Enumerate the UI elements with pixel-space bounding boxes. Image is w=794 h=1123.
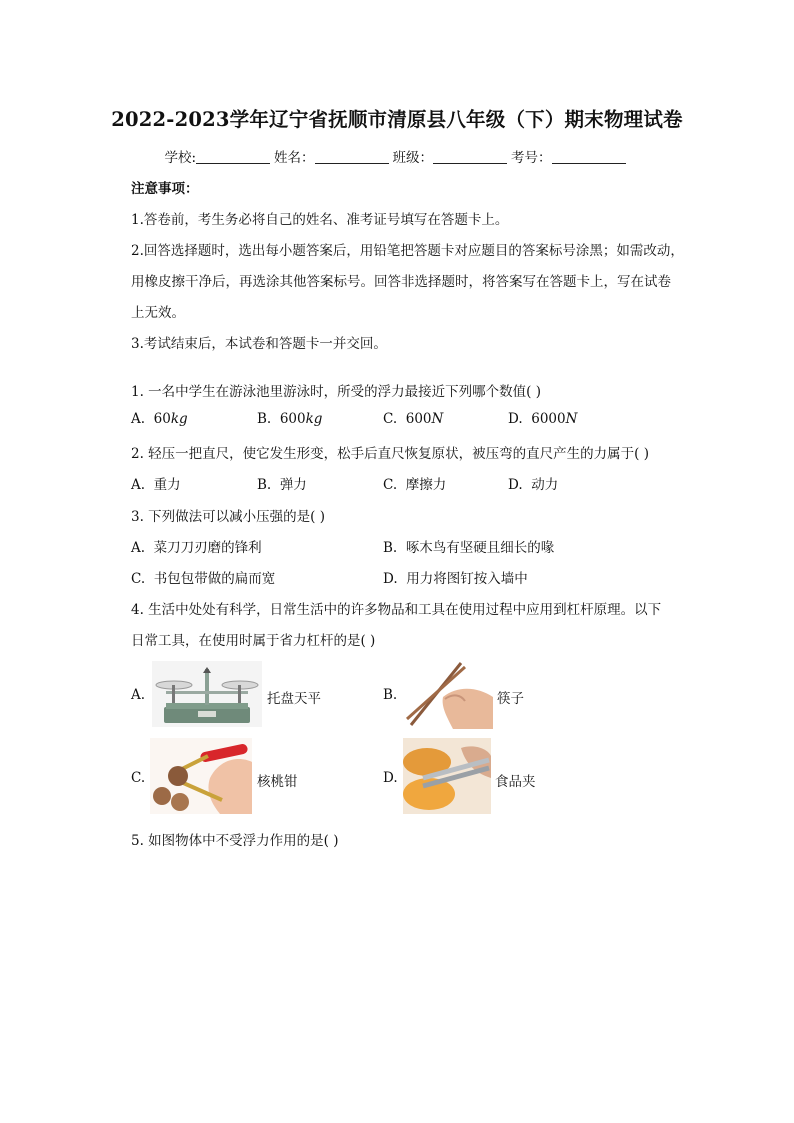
- notice-item: 用橡皮擦干净后，再选涂其他答案标号。回答非选择题时，将答案写在答题卡上，写在试卷: [131, 274, 671, 290]
- q2-option-d[interactable]: D. 动力: [508, 477, 559, 493]
- question-1-stem: 1. 一名中学生在游泳池里游泳时，所受的浮力最接近下列哪个数值( ): [131, 384, 541, 400]
- balance-scale-icon: [152, 661, 262, 727]
- q3-option-c[interactable]: C. 书包包带做的扁而宽: [131, 571, 276, 587]
- nutcracker-icon: [150, 738, 252, 814]
- q4-option-c-label: 核桃钳: [257, 774, 298, 790]
- notice-item: 1.答卷前，考生务必将自己的姓名、准考证号填写在答题卡上。: [131, 212, 509, 228]
- notice-item: 上无效。: [131, 305, 185, 321]
- name-label: 姓名：: [274, 150, 315, 166]
- student-info-row: [0, 146, 794, 166]
- notice-item: 3.考试结束后，本试卷和答题卡一并交回。: [131, 336, 387, 352]
- q3-option-b[interactable]: B. 啄木鸟有坚硬且细长的喙: [383, 540, 555, 556]
- food-tongs-icon: [403, 738, 491, 814]
- q4-option-c-letter[interactable]: C.: [131, 770, 146, 786]
- q4-option-a-letter[interactable]: A.: [131, 687, 146, 703]
- name-blank: [315, 149, 389, 164]
- class-label: 班级：: [392, 150, 434, 166]
- notice-heading: 注意事项：: [131, 181, 199, 197]
- q4-option-a-label: 托盘天平: [267, 691, 321, 707]
- question-4-stem-line-1: 4. 生活中处处有科学，日常生活中的许多物品和工具在使用过程中应用到杠杆原理。以下: [131, 602, 662, 618]
- notice-item: 2.回答选择题时，选出每小题答案后，用铅笔把答题卡对应题目的答案标号涂黑；如需改动，: [131, 243, 684, 259]
- q1-option-c[interactable]: C. 600N: [383, 411, 444, 427]
- q2-option-a[interactable]: A. 重力: [131, 477, 181, 493]
- q4-option-b-letter[interactable]: B.: [383, 687, 398, 703]
- class-blank: [433, 149, 507, 164]
- school-blank: [196, 149, 270, 164]
- exam-no-label: 考号：: [511, 150, 552, 166]
- chopsticks-icon: [403, 657, 493, 729]
- q1-option-a[interactable]: A. 60kg: [131, 411, 188, 427]
- q3-option-d[interactable]: D. 用力将图钉按入墙中: [383, 571, 528, 587]
- q2-option-c[interactable]: C. 摩擦力: [383, 477, 447, 493]
- q4-option-b-label: 筷子: [497, 691, 524, 707]
- exam-title: 2022-2023学年辽宁省抚顺市清原县八年级（下）期末物理试卷: [111, 108, 683, 131]
- q3-option-a[interactable]: A. 菜刀刀刃磨的锋利: [131, 540, 262, 556]
- school-label: 学校:: [164, 150, 197, 166]
- q4-option-d-letter[interactable]: D.: [383, 770, 398, 786]
- question-4-stem-line-2: 日常工具，在使用时属于省力杠杆的是( ): [131, 633, 376, 649]
- exam-no-blank: [552, 149, 626, 164]
- question-5-stem: 5. 如图物体中不受浮力作用的是( ): [131, 833, 339, 849]
- question-2-stem: 2. 轻压一把直尺，使它发生形变，松手后直尺恢复原状，被压弯的直尺产生的力属于( ): [131, 446, 649, 462]
- q2-option-b[interactable]: B. 弹力: [257, 477, 307, 493]
- q1-option-d[interactable]: D. 6000N: [508, 411, 578, 427]
- question-3-stem: 3. 下列做法可以减小压强的是( ): [131, 509, 325, 525]
- q1-option-b[interactable]: B. 600kg: [257, 411, 323, 427]
- q4-option-d-label: 食品夹: [495, 774, 536, 790]
